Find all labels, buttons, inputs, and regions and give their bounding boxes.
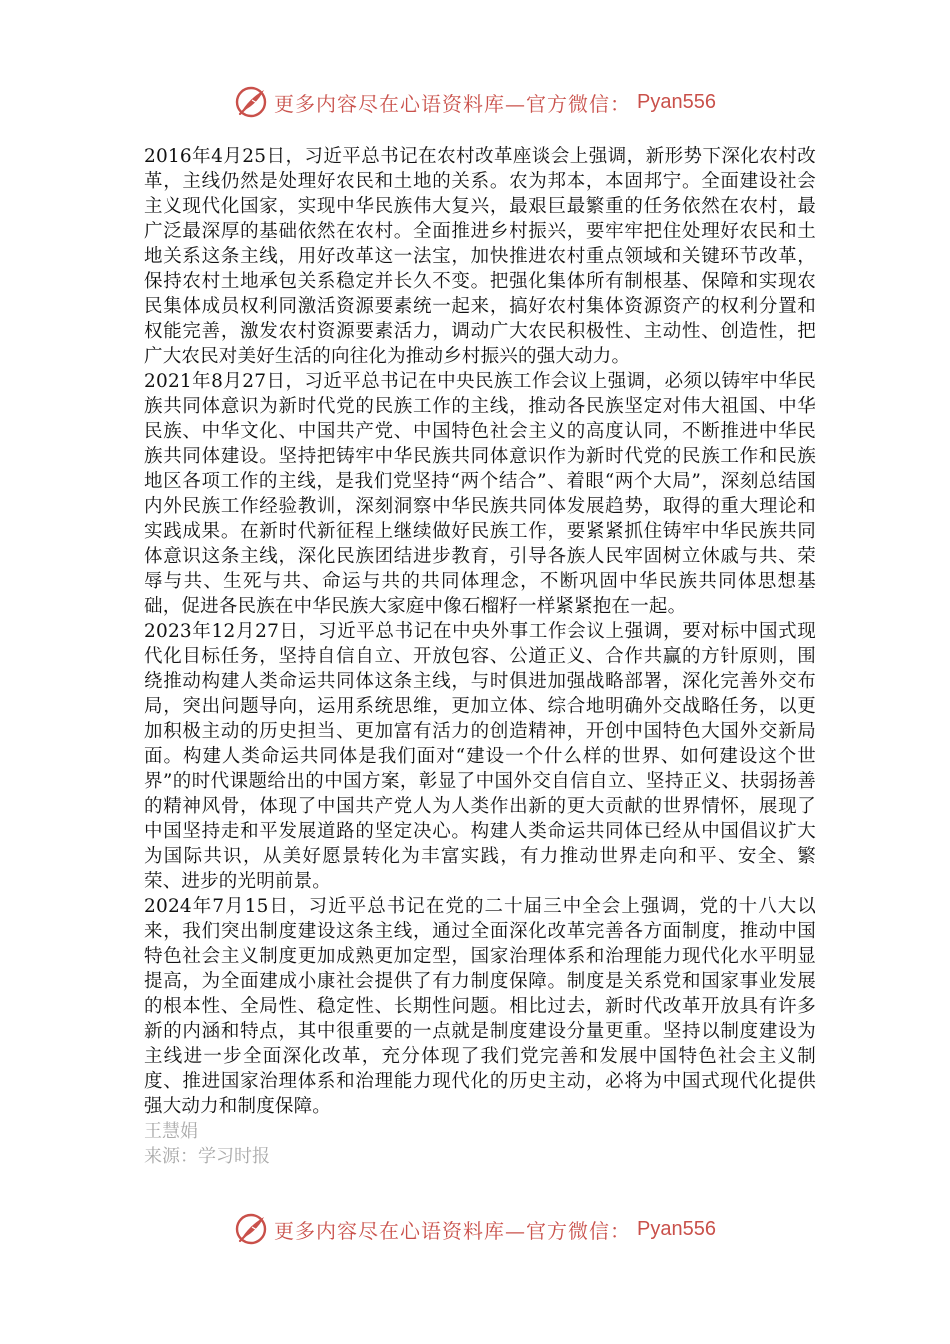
article-paragraph-2016: 2016年4月25日，习近平总书记在农村改革座谈会上强调，新形势下深化农村改革，主线仍然是处理好农民和土地的关系。农为邦本，本固邦宁。全面建设社会主义现代化国家，实现中华民族伟大复兴，最艰巨最繁重的任务依然在农村，最广泛最深厚的基础依然在农村。全面推进乡村振兴，要牢牢把住处理好农民和土地关系这条主线，用好改革这一法宝，加快推进农村重点领域和关键环节改革，保持农村土地承包关系稳定并长久不变。把强化集体所有制根基、保障和实现农民集体成员权利同激活资源要素统一起来，搞好农村集体资源资产的权利分置和权能完善，激发农村资源要素活力，调动广大农民积极性、主动性、创造性，把广大农民对美好生活的向往化为推动乡村振兴的强大动力。 — [144, 146, 816, 367]
header-wechat-id: Pyan556 — [637, 90, 716, 113]
article-paragraph-2024: 2024年7月15日，习近平总书记在党的二十届三中全会上强调，党的十八大以来，我们突出制度建设这条主线，通过全面深化改革完善各方面制度，推动中国特色社会主义制度更加成熟更加定型，国家治理体系和治理能力现代化水平明显提高，为全面建成小康社会提供了有力制度保障。制度是关系党和国家事业发展的根本性、全局性、稳定性、长期性问题。相比过去，新时代改革开放具有许多新的内涵和特点，其中很重要的一点就是制度建设分量更重。坚持以制度建设为主线进一步全面深化改革，充分体现了我们党完善和发展中国特色社会主义制度、推进国家治理体系和治理能力现代化的历史主动，必将为中国式现代化提供强大动力和制度保障。 — [144, 896, 816, 1117]
quill-pen-logo-icon — [234, 1212, 268, 1246]
article-paragraph-2023: 2023年12月27日，习近平总书记在中央外事工作会议上强调，要对标中国式现代化目标任务，坚持自信自立、开放包容、公道正义、合作共赢的方针原则，围绕推动构建人类命运共同体这条主线，与时俱进加强战略部署，深化完善外交布局，突出问题导向，运用系统思维，更加立体、综合地明确外交战略任务，以更加积极主动的历史担当、更加富有活力的创造精神，开创中国特色大国外交新局面。构建人类命运共同体是我们面对“建设一个什么样的世界、如何建设这个世界”的时代课题给出的中国方案，彰显了中国外交自信自立、坚持正义、扶弱扬善的精神风骨，体现了中国共产党人为人类作出新的更大贡献的世界情怀，展现了中国坚持走和平发展道路的坚定决心。构建人类命运共同体已经从中国倡议扩大为国际共识，从美好愿景转化为丰富实践，有力推动世界走向和平、安全、繁荣、进步的光明前景。 — [144, 621, 816, 892]
footer-banner-text: 更多内容尽在心语资料库—官方微信： — [274, 1218, 632, 1243]
article-body — [144, 144, 816, 1169]
footer-banner — [0, 1207, 950, 1251]
article-author: 王慧娟 — [144, 1121, 198, 1142]
footer-wechat-id: Pyan556 — [637, 1217, 716, 1240]
article-paragraph-2021: 2021年8月27日，习近平总书记在中央民族工作会议上强调，必须以铸牢中华民族共同体意识为新时代党的民族工作的主线，推动各民族坚定对伟大祖国、中华民族、中华文化、中国共产党、中国特色社会主义的高度认同，不断推进中华民族共同体建设。坚持把铸牢中华民族共同体意识作为新时代党的民族工作和民族地区各项工作的主线，是我们党坚持“两个结合”、着眼“两个大局”，深刻总结国内外民族工作经验教训，深刻洞察中华民族共同体发展趋势，取得的重大理论和实践成果。在新时代新征程上继续做好民族工作，要紧紧抓住铸牢中华民族共同体意识这条主线，深化民族团结进步教育，引导各族人民牢固树立休戚与共、荣辱与共、生死与共、命运与共的共同体理念，不断巩固中华民族共同体思想基础，促进各民族在中华民族大家庭中像石榴籽一样紧紧抱在一起。 — [144, 371, 816, 617]
header-banner-text: 更多内容尽在心语资料库—官方微信： — [274, 91, 632, 116]
quill-pen-logo-icon — [234, 85, 268, 119]
header-banner — [0, 80, 950, 124]
article-source: 来源：学习时报 — [144, 1146, 270, 1167]
